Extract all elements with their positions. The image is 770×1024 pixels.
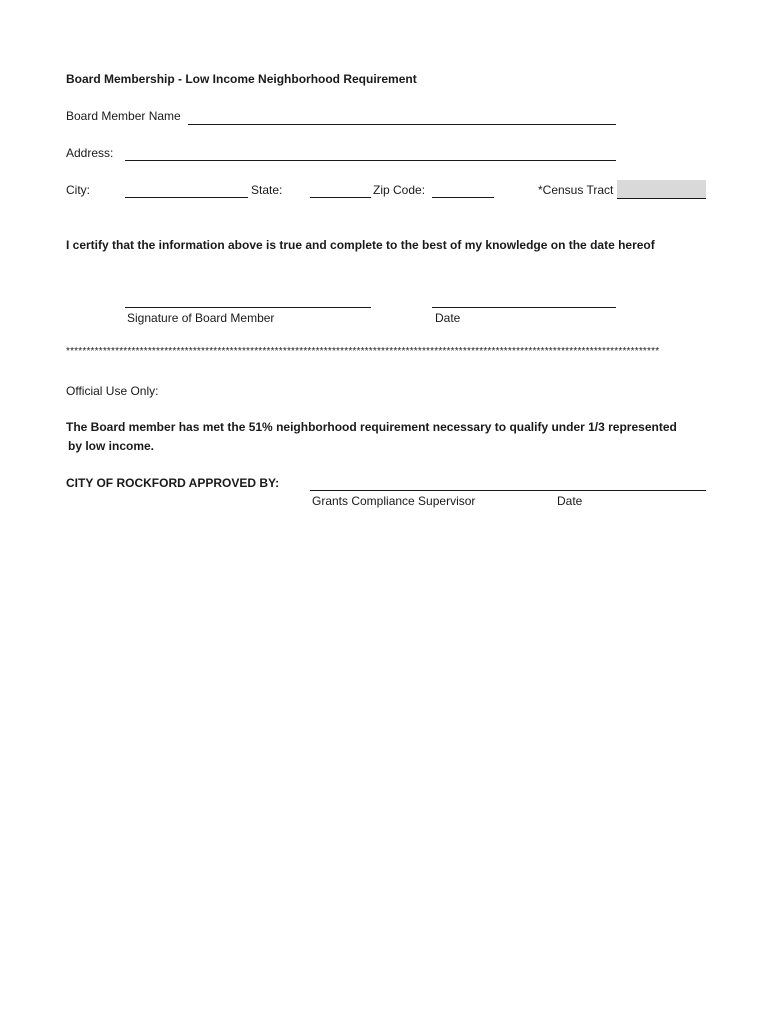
approval-signature-field[interactable] — [310, 490, 706, 491]
certification-statement: I certify that the information above is true and complete to the best of my knowledge on the date hereof — [66, 238, 655, 252]
signature-date-field[interactable] — [432, 307, 616, 308]
address-field[interactable] — [125, 160, 616, 161]
supervisor-label: Grants Compliance Supervisor — [312, 494, 476, 508]
signature-date-label: Date — [435, 311, 461, 325]
official-statement-line1: The Board member has met the 51% neighborhood requirement necessary to qualify under 1/3 represented — [66, 420, 677, 434]
city-label: City: — [66, 183, 90, 197]
state-label: State: — [251, 183, 283, 197]
board-member-name-label: Board Member Name — [66, 109, 181, 123]
zip-code-field[interactable] — [432, 197, 494, 198]
address-label: Address: — [66, 146, 114, 160]
signature-field[interactable] — [125, 307, 371, 308]
separator-line: ************************************************************************************************************************************************* — [66, 346, 660, 357]
census-tract-underline — [617, 198, 706, 199]
official-use-heading: Official Use Only: — [66, 384, 159, 398]
signature-label: Signature of Board Member — [127, 311, 275, 325]
approved-by-label: CITY OF ROCKFORD APPROVED BY: — [66, 476, 280, 490]
board-member-name-field[interactable] — [188, 124, 616, 125]
census-tract-label: *Census Tract — [538, 183, 614, 197]
form-title: Board Membership - Low Income Neighborhood Requirement — [66, 72, 417, 86]
approval-date-label: Date — [557, 494, 583, 508]
official-statement-line2: by low income. — [68, 439, 155, 453]
city-field[interactable] — [125, 197, 248, 198]
zip-code-label: Zip Code: — [373, 183, 426, 197]
census-tract-field[interactable] — [617, 180, 706, 198]
state-field[interactable] — [310, 197, 371, 198]
